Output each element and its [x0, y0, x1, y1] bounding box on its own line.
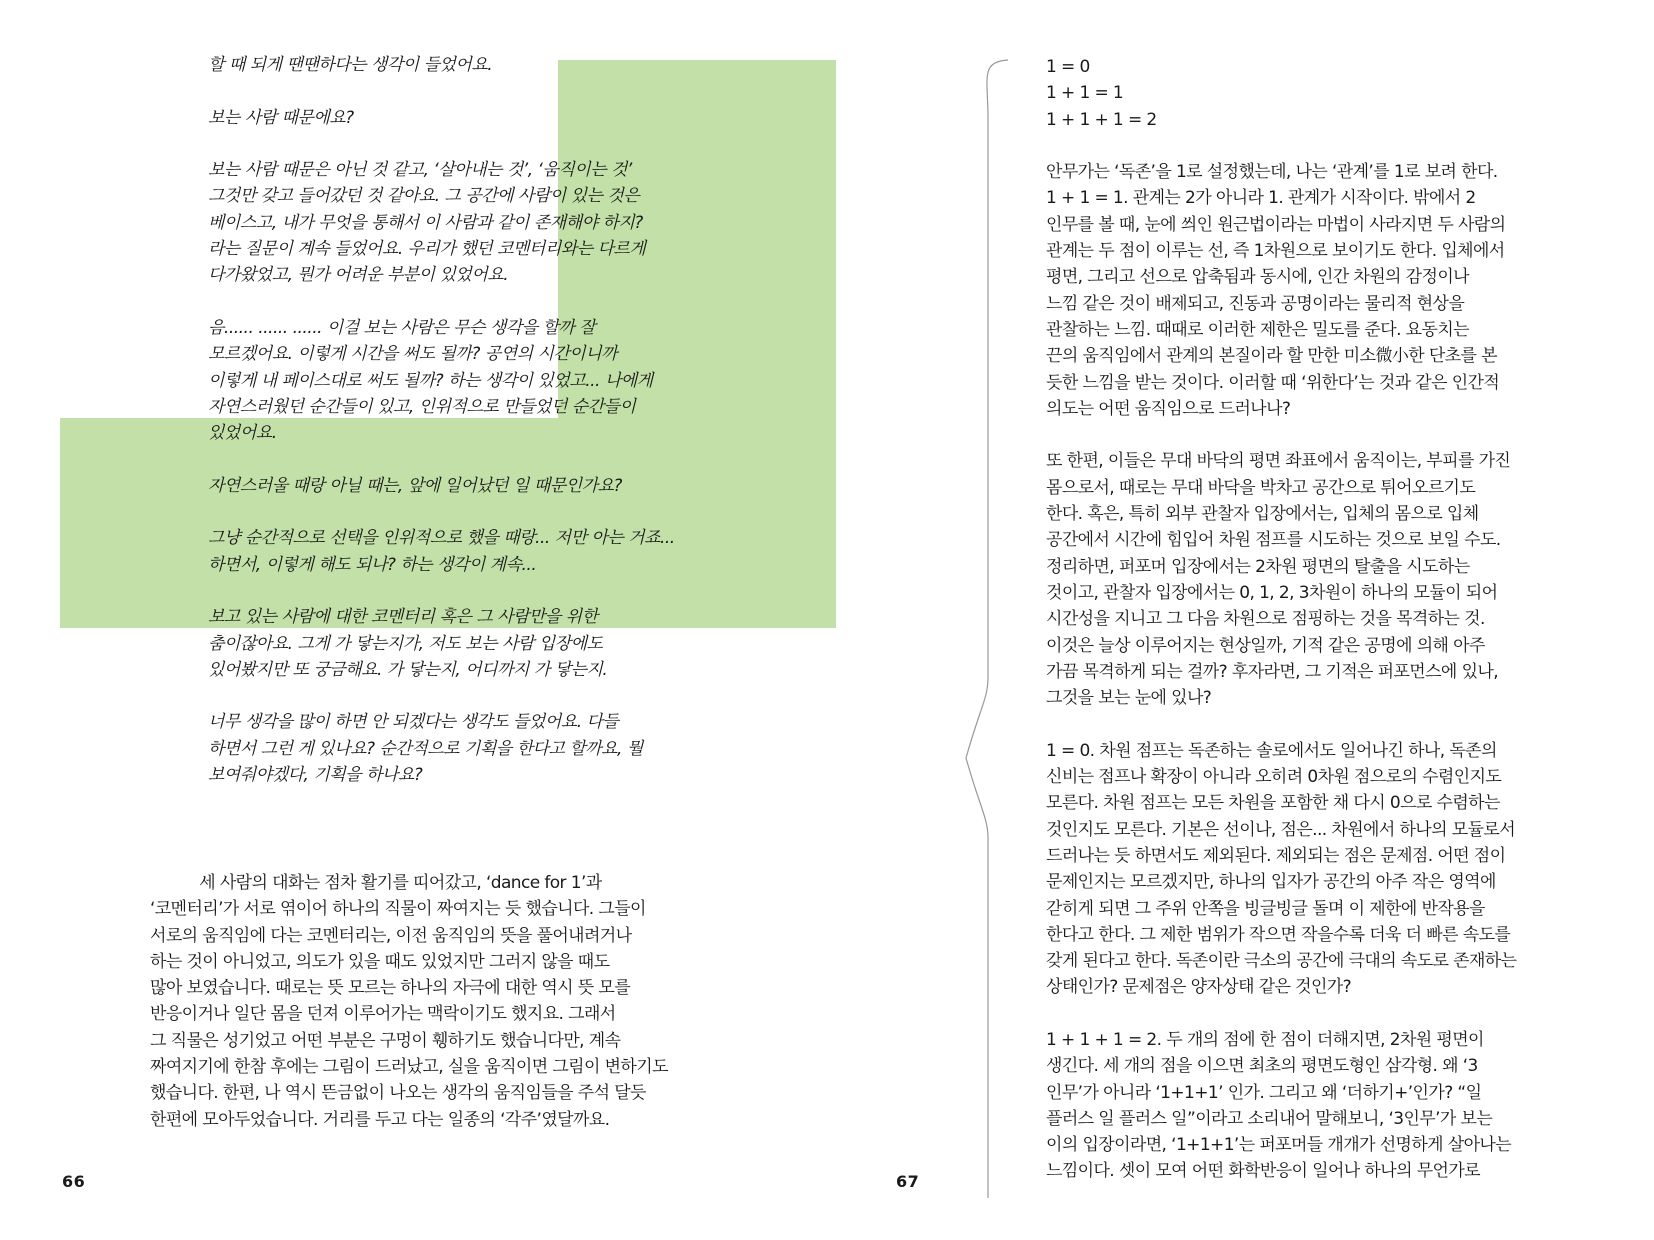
commentary-paragraph: 안무가는 ‘독존’을 1로 설정했는데, 나는 ‘관계’를 1로 보려 한다. 1 + 1 = 1. 관계는 2가 아니라 1. 관계가 시작이다. 밖에서 2 인무를 볼 때, 눈에 씌인 원근법이라는 마법이 사라지면 두 사람의 관계는 두 점이 이루는 선, 즉 1차원으로 보이기도 한다. 입체에서 평면, 그리고 선으로 압축됨과 동시에, 인간 차원의 감정이나 느낌 같은 것이 배제되고, 진동과 공명이라는 물리적 현상을 관찰하는 느낌. 때때로 이러한 제한은 밀도를 준다. 요동치는 끈의 움직임에서 관계의 본질이라 할 만한 미소微小한 단초를 본 듯한 느낌을 받는 것이다. 이러할 때 ‘위한다’는 것과 같은 인간적 의도는 어떤 움직임으로 드러나나?	[1046, 162, 1506, 419]
interview-paragraph: 보는 사람 때문은 아닌 것 같고, ‘살아내는 것’, ‘움직이는 것’ 그것만 갖고 들어갔던 것 같아요. 그 공간에 사람이 있는 것은 베이스고, 내가 무엇을 통해서 이 사람과 같이 존재해야 하지? 라는 질문이 계속 들었어요. 우리가 했던 코멘터리와는 다르게 다가왔었고, 뭔가 어려운 부분이 있었어요.	[208, 160, 646, 286]
interview-transcript	[208, 52, 728, 788]
prose-paragraph: 세 사람의 대화는 점차 활기를 띠어갔고, ‘dance for 1’과 ‘코멘터리’가 서로 엮이어 하나의 직물이 짜여지는 듯 했습니다. 그들이 서로의 움직임에 다는 코멘터리는, 이전 움직임의 뜻을 풀어내려거나 하는 것이 아니었고, 의도가 있을 때도 있었지만 그러지 않을 때도 많아 보였습니다. 때로는 뜻 모르는 하나의 자극에 대한 역시 뜻 모를 반응이거나 일단 몸을 던져 이루어가는 맥락이기도 했지요. 그래서 그 직물은 성기었고 어떤 부분은 구멍이 휑하기도 했습니다만, 계속 짜여지기에 한참 후에는 그림이 드러났고, 실을 움직이면 그림이 변하기도 했습니다. 한편, 나 역시 뜬금없이 나오는 생각의 움직임들을 주석 달듯 한편에 모아두었습니다. 거리를 두고 다는 일종의 ‘각주’였달까요.	[150, 873, 668, 1130]
curly-brace-divider	[960, 58, 1010, 1198]
interview-paragraph: 할 때 되게 땐땐하다는 생각이 들었어요.	[208, 55, 493, 75]
interview-paragraph: 보고 있는 사람에 대한 코멘터리 혹은 그 사람만을 위한 춤이잖아요. 그게 가 닿는지가, 저도 보는 사람 입장에도 있어봤지만 또 궁금해요. 가 닿는지, 어디까지 가 닿는지.	[208, 607, 608, 680]
commentary-paragraph: 또 한편, 이들은 무대 바닥의 평면 좌표에서 움직이는, 부피를 가진 몸으로서, 때로는 무대 바닥을 박차고 공간으로 튀어오르기도 한다. 혹은, 특히 외부 관찰자 입장에서는, 입체의 몸으로 입체 공간에서 시간에 힘입어 차원 점프를 시도하는 것으로 보일 수도. 정리하면, 퍼포머 입장에서는 2차원 평면의 탈출을 시도하는 것이고, 관찰자 입장에서는 0, 1, 2, 3차원이 하나의 모듈이 되어 시간성을 지니고 그 다음 차원으로 점핑하는 것을 목격하는 것. 이것은 늘상 이루어지는 현상일까, 기적 같은 공명에 의해 아주 가끔 목격하게 되는 걸까? 후자라면, 그 기적은 퍼포먼스에 있나, 그것을 보는 눈에 있나?	[1046, 451, 1511, 709]
interview-paragraph: 너무 생각을 많이 하면 안 되겠다는 생각도 들었어요. 다들 하면서 그런 게 있나요? 순간적으로 기획을 한다고 할까요, 뭘 보여줘야겠다, 기획을 하나요?	[208, 712, 643, 786]
commentary-paragraph: 1 + 1 + 1 = 2. 두 개의 점에 한 점이 더해지면, 2차원 평면이 생긴다. 세 개의 점을 이으면 최초의 평면도형인 삼각형. 왜 ‘3 인무’가 아니라 ‘1+1+1’ 인가. 그리고 왜 ‘더하기+’인가? “일 플러스 일 플러스 일”이라고 소리내어 말해보니, ‘3인무’가 보는 이의 입장이라면, ‘1+1+1’는 퍼포머들 개개가 선명하게 살아나는 느낌이다. 셋이 모여 어떤 화학반응이 일어나 하나의 무언가로	[1046, 1029, 1512, 1182]
interview-paragraph: 보는 사람 때문에요?	[208, 107, 354, 128]
interview-paragraph: 그냥 순간적으로 선택을 인위적으로 했을 때랑... 저만 아는 거죠... 하면서, 이렇게 해도 되나? 하는 생각이 계속...	[208, 528, 675, 575]
footnote-commentary	[1046, 54, 1526, 1185]
commentary-paragraph: 1 = 0. 차원 점프는 독존하는 솔로에서도 일어나긴 하나, 독존의 신비는 점프나 확장이 아니라 오히려 0차원 점으로의 수렴인지도 모른다. 차원 점프는 모든 차원을 포함한 채 다시 0으로 수렴하는 것인지도 모른다. 기본은 선이나, 점은... 차원에서 하나의 모듈로서 드러나는 듯 하면서도 제외된다. 제외되는 점은 문제점. 어떤 점이 문제인지는 모르겠지만, 하나의 입자가 공간의 아주 작은 영역에 갇히게 되면 그 주위 안쪽을 빙글빙글 돌며 이 제한에 반작용을 한다고 한다. 그 제한 범위가 작으면 작을수록 더욱 더 빠른 속도를 갖게 된다고 한다. 독존이란 극소의 공간에 극대의 속도로 존재하는 상태인가? 문제점은 양자상태 같은 것인가?	[1046, 740, 1517, 998]
narrative-prose	[150, 870, 705, 1133]
page-number-left: 66	[62, 1172, 86, 1191]
interview-paragraph: 음...... ...... ...... 이걸 보는 사람은 무슨 생각을 할까 잘 모르겠어요. 이렇게 시간을 써도 될까? 공연의 시간이니까 이렇게 내 페이스대로 써도 될까? 하는 생각이 있었고... 나에게 자연스러웠던 순간들이 있고, 인위적으로 만들었던 순간들이 있었어요.	[208, 317, 653, 444]
interview-paragraph: 자연스러울 때랑 아닐 때는, 앞에 일어났던 일 때문인가요?	[208, 475, 622, 496]
equations-block: 1 = 0 1 + 1 = 1 1 + 1 + 1 = 2	[1046, 57, 1157, 130]
page-number-right: 67	[896, 1172, 920, 1191]
